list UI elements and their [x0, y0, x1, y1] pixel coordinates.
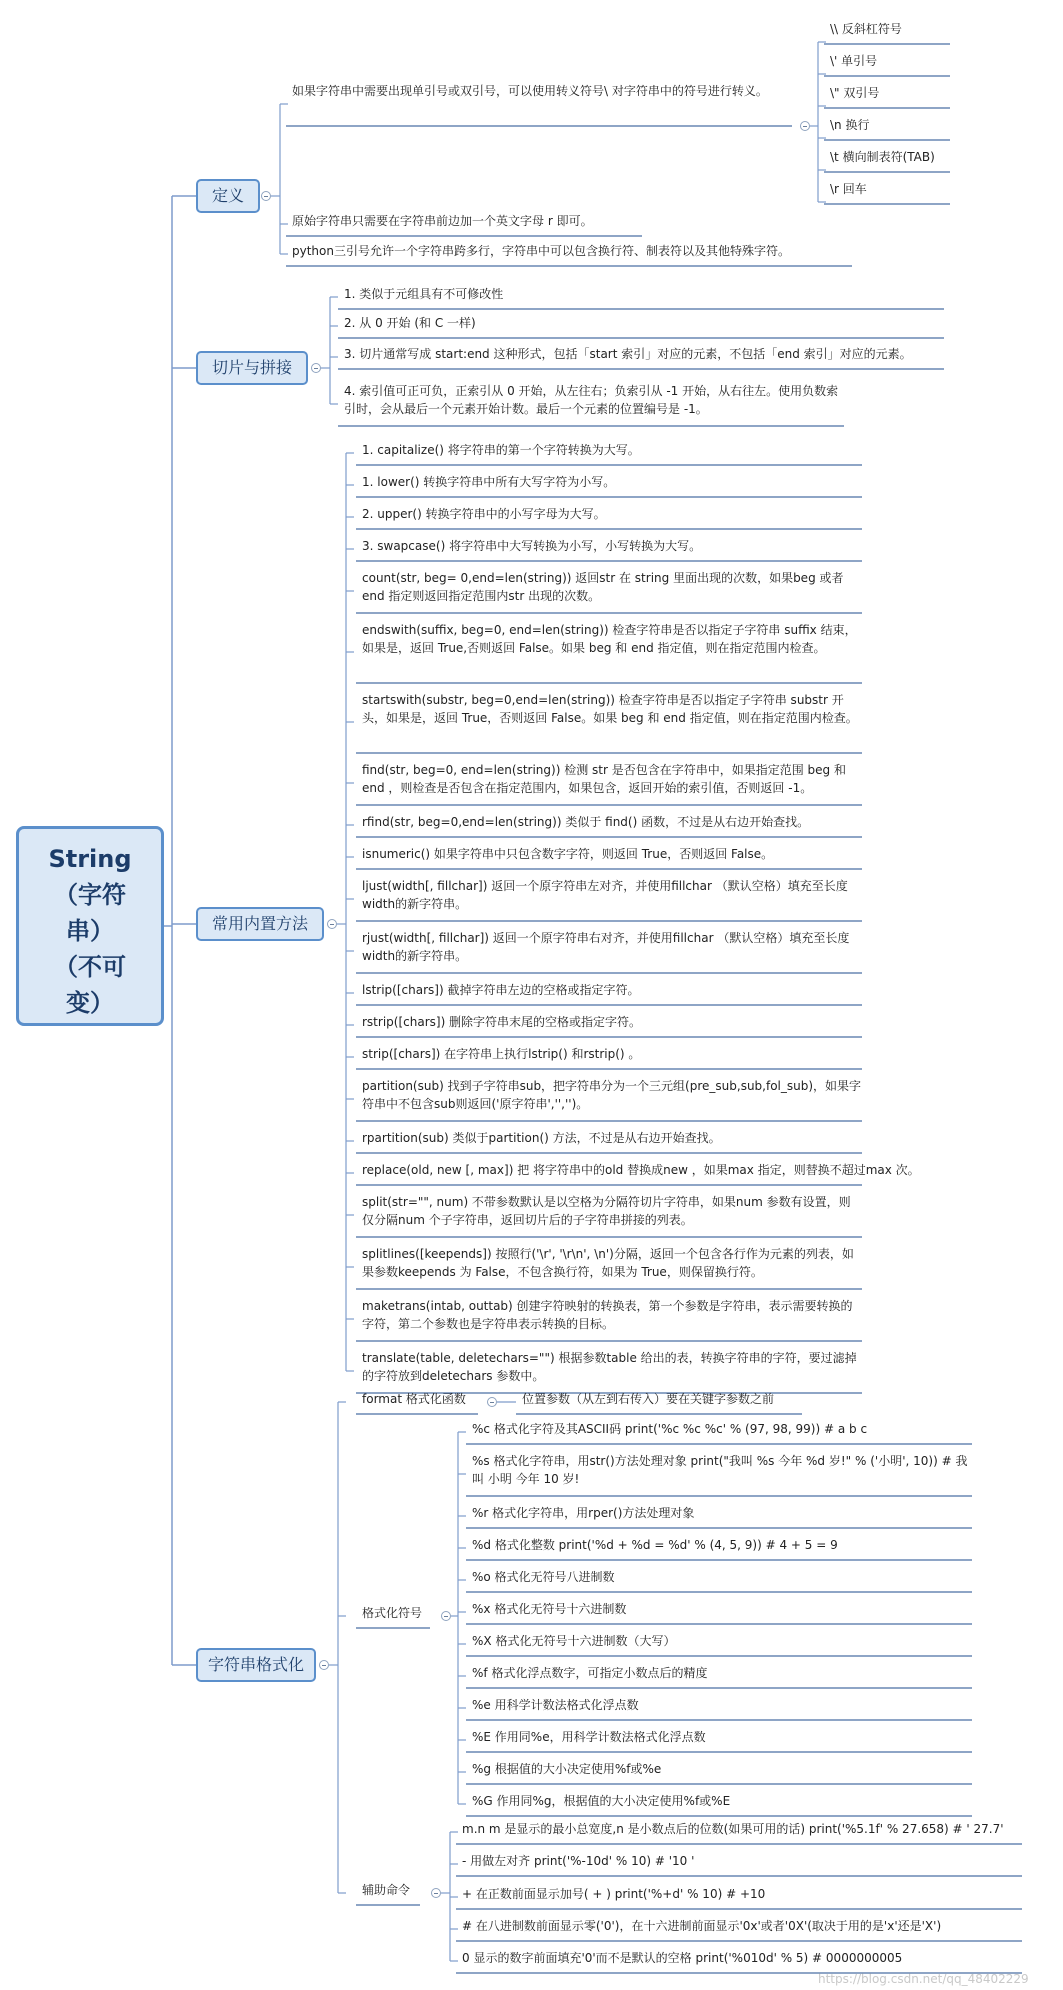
- topic-text[interactable]: %g 根据值的大小决定使用%f或%e: [472, 1762, 662, 1776]
- topic-text[interactable]: 0 显示的数字前面填充'0'而不是默认的空格 print('%010d' % 5) # 0000000005: [462, 1951, 903, 1965]
- topic-text[interactable]: maketrans(intab, outtab) 创建字符映射的转换表，第一个参数是字符串，表示需要转换的字符，第二个参数也是字符串表示转换的目标。: [362, 1299, 853, 1331]
- topic-text[interactable]: \' 单引号: [830, 54, 878, 68]
- root-line: 变）: [66, 989, 114, 1017]
- topic-text[interactable]: count(str, beg= 0,end=len(string)) 返回str 在 string 里面出现的次数，如果beg 或者 end 指定则返回指定范围内str 出现的次数。: [362, 571, 844, 603]
- topic-text[interactable]: %e 用科学计数法格式化浮点数: [472, 1698, 639, 1712]
- topic-text[interactable]: partition(sub) 找到子字符串sub，把字符串分为一个三元组(pre_sub,sub,fol_sub)，如果字符串中不包含sub则返回('原字符串','','')。: [362, 1079, 862, 1111]
- topic-text[interactable]: \t 横向制表符(TAB): [830, 150, 935, 164]
- topic-text[interactable]: %G 作用同%g，根据值的大小决定使用%f或%E: [472, 1794, 731, 1808]
- topic-text[interactable]: strip([chars]) 在字符串上执行lstrip() 和rstrip() 。: [362, 1047, 641, 1061]
- collapse-toggle-icon[interactable]: [487, 1397, 497, 1407]
- topic-text[interactable]: isnumeric() 如果字符串中只包含数字字符，则返回 True，否则返回 False。: [362, 847, 774, 861]
- branch-node[interactable]: 定义: [196, 179, 260, 213]
- topic-text[interactable]: %X 格式化无符号十六进制数（大写）: [472, 1634, 676, 1648]
- topic-text[interactable]: 格式化符号: [362, 1606, 423, 1620]
- topic-text[interactable]: 1. capitalize() 将字符串的第一个字符转换为大写。: [362, 443, 640, 457]
- topic-text[interactable]: 4. 索引值可正可负，正索引从 0 开始，从左往右；负索引从 -1 开始，从右往左。使用负数索引时，会从最后一个元素开始计数。最后一个元素的位置编号是 -1。: [344, 384, 839, 416]
- topic-text[interactable]: endswith(suffix, beg=0, end=len(string)) 检查字符串是否以指定子字符串 suffix 结束，如果是，返回 True,否则返回 False。如果 beg 和 end 指定值，则在指定范围内检查。: [362, 623, 857, 655]
- topic-text[interactable]: \\ 反斜杠符号: [830, 22, 902, 36]
- topic-text[interactable]: rfind(str, beg=0,end=len(string)) 类似于 find() 函数，不过是从右边开始查找。: [362, 815, 810, 829]
- topic-text[interactable]: 原始字符串只需要在字符串前边加一个英文字母 r 即可。: [292, 214, 593, 228]
- topic-text[interactable]: %E 作用同%e，用科学计数法格式化浮点数: [472, 1730, 706, 1744]
- topic-text[interactable]: \" 双引号: [830, 86, 880, 100]
- topic-text[interactable]: \r 回车: [830, 182, 867, 196]
- root-line: （不可: [54, 953, 126, 981]
- root-line: String: [48, 845, 132, 873]
- collapse-toggle-icon[interactable]: [261, 191, 271, 201]
- topic-text[interactable]: %o 格式化无符号八进制数: [472, 1570, 615, 1584]
- topic-text[interactable]: 位置参数（从左到右传入）要在关键字参数之前: [522, 1392, 775, 1406]
- branch-node[interactable]: 常用内置方法: [196, 907, 324, 941]
- topic-text[interactable]: translate(table, deletechars="") 根据参数table 给出的表，转换字符串的字符，要过滤掉的字符放到deletechars 参数中。: [362, 1351, 857, 1383]
- root-line: （字符: [54, 881, 126, 909]
- topic-text[interactable]: m.n m 是显示的最小总宽度,n 是小数点后的位数(如果可用的话) print('%5.1f' % 27.658) # ' 27.7': [462, 1822, 1004, 1836]
- topic-text[interactable]: rstrip([chars]) 删除字符串末尾的空格或指定字符。: [362, 1015, 642, 1029]
- branch-node[interactable]: 字符串格式化: [196, 1648, 316, 1682]
- collapse-toggle-icon[interactable]: [431, 1888, 441, 1898]
- topic-text[interactable]: 2. 从 0 开始 (和 C 一样): [344, 316, 476, 330]
- topic-text[interactable]: %f 格式化浮点数字，可指定小数点后的精度: [472, 1666, 708, 1680]
- topic-text[interactable]: %x 格式化无符号十六进制数: [472, 1602, 627, 1616]
- topic-text[interactable]: 1. lower() 转换字符串中所有大写字符为小写。: [362, 475, 616, 489]
- topic-text[interactable]: split(str="", num) 不带参数默认是以空格为分隔符切片字符串，如果num 参数有设置，则仅分隔num 个子字符串，返回切片后的子字符串拼接的列表。: [362, 1195, 851, 1227]
- topic-text[interactable]: 2. upper() 转换字符串中的小写字母为大写。: [362, 507, 606, 521]
- topic-text[interactable]: %r 格式化字符串，用rper()方法处理对象: [472, 1506, 695, 1520]
- topic-text[interactable]: replace(old, new [, max]) 把 将字符串中的old 替换成new ，如果max 指定，则替换不超过max 次。: [362, 1163, 920, 1177]
- topic-text[interactable]: startswith(substr, beg=0,end=len(string)) 检查字符串是否以指定子字符串 substr 开头，如果是，返回 True，否则返回 False。如果 beg 和 end 指定值，则在指定范围内检查。: [362, 693, 858, 725]
- collapse-toggle-icon[interactable]: [800, 121, 810, 131]
- topic-text[interactable]: python三引号允许一个字符串跨多行，字符串中可以包含换行符、制表符以及其他特殊字符。: [292, 244, 790, 258]
- topic-text[interactable]: ljust(width[, fillchar]) 返回一个原字符串左对齐，并使用fillchar （默认空格）填充至长度width的新字符串。: [362, 879, 848, 911]
- watermark: https://blog.csdn.net/qq_48402229: [818, 1972, 1029, 1986]
- topic-text[interactable]: 3. swapcase() 将字符串中大写转换为小写，小写转换为大写。: [362, 539, 702, 553]
- topic-text[interactable]: splitlines([keepends]) 按照行('\r', '\r\n', \n')分隔，返回一个包含各行作为元素的列表，如果参数keepends 为 False，不包含换行符，如果为 True，则保留换行符。: [362, 1247, 854, 1279]
- collapse-toggle-icon[interactable]: [311, 363, 321, 373]
- topic-text[interactable]: rpartition(sub) 类似于partition() 方法，不过是从右边开始查找。: [362, 1131, 721, 1145]
- topic-text[interactable]: %s 格式化字符串，用str()方法处理对象 print("我叫 %s 今年 %d 岁!" % ('小明', 10)) # 我叫 小明 今年 10 岁!: [472, 1454, 968, 1486]
- topic-text[interactable]: format 格式化函数: [362, 1392, 466, 1406]
- topic-text[interactable]: rjust(width[, fillchar]) 返回一个原字符串右对齐，并使用fillchar （默认空格）填充至长度width的新字符串。: [362, 931, 850, 963]
- topic-text[interactable]: - 用做左对齐 print('%-10d' % 10) # '10 ': [462, 1854, 695, 1868]
- topic-text[interactable]: lstrip([chars]) 截掉字符串左边的空格或指定字符。: [362, 983, 640, 997]
- collapse-toggle-icon[interactable]: [327, 919, 337, 929]
- root-node[interactable]: [16, 826, 164, 1026]
- collapse-toggle-icon[interactable]: [319, 1660, 329, 1670]
- topic-text[interactable]: 如果字符串中需要出现单引号或双引号，可以使用转义符号\ 对字符串中的符号进行转义。: [292, 84, 768, 98]
- topic-text[interactable]: 1. 类似于元组具有不可修改性: [344, 287, 504, 301]
- topic-text[interactable]: 3. 切片通常写成 start:end 这种形式，包括「start 索引」对应的元素，不包括「end 索引」对应的元素。: [344, 347, 912, 361]
- collapse-toggle-icon[interactable]: [441, 1611, 451, 1621]
- topic-text[interactable]: %d 格式化整数 print('%d + %d = %d' % (4, 5, 9)) # 4 + 5 = 9: [472, 1538, 838, 1552]
- topic-text[interactable]: 辅助命令: [362, 1883, 411, 1897]
- branch-node[interactable]: 切片与拼接: [196, 351, 308, 385]
- root-line: 串）: [66, 917, 114, 945]
- topic-text[interactable]: \n 换行: [830, 118, 870, 132]
- topic-text[interactable]: + 在正数前面显示加号( + ) print('%+d' % 10) # +10: [462, 1887, 766, 1901]
- topic-text[interactable]: find(str, beg=0, end=len(string)) 检测 str 是否包含在字符串中，如果指定范围 beg 和 end ，则检查是否包含在指定范围内，如果包含，返回开始的索引值，否则返回 -1。: [362, 763, 846, 795]
- topic-text[interactable]: %c 格式化字符及其ASCII码 print('%c %c %c' % (97, 98, 99)) # a b c: [472, 1422, 868, 1436]
- topic-text[interactable]: # 在八进制数前面显示零('0')，在十六进制前面显示'0x'或者'0X'(取决于用的是'x'还是'X'): [462, 1919, 942, 1933]
